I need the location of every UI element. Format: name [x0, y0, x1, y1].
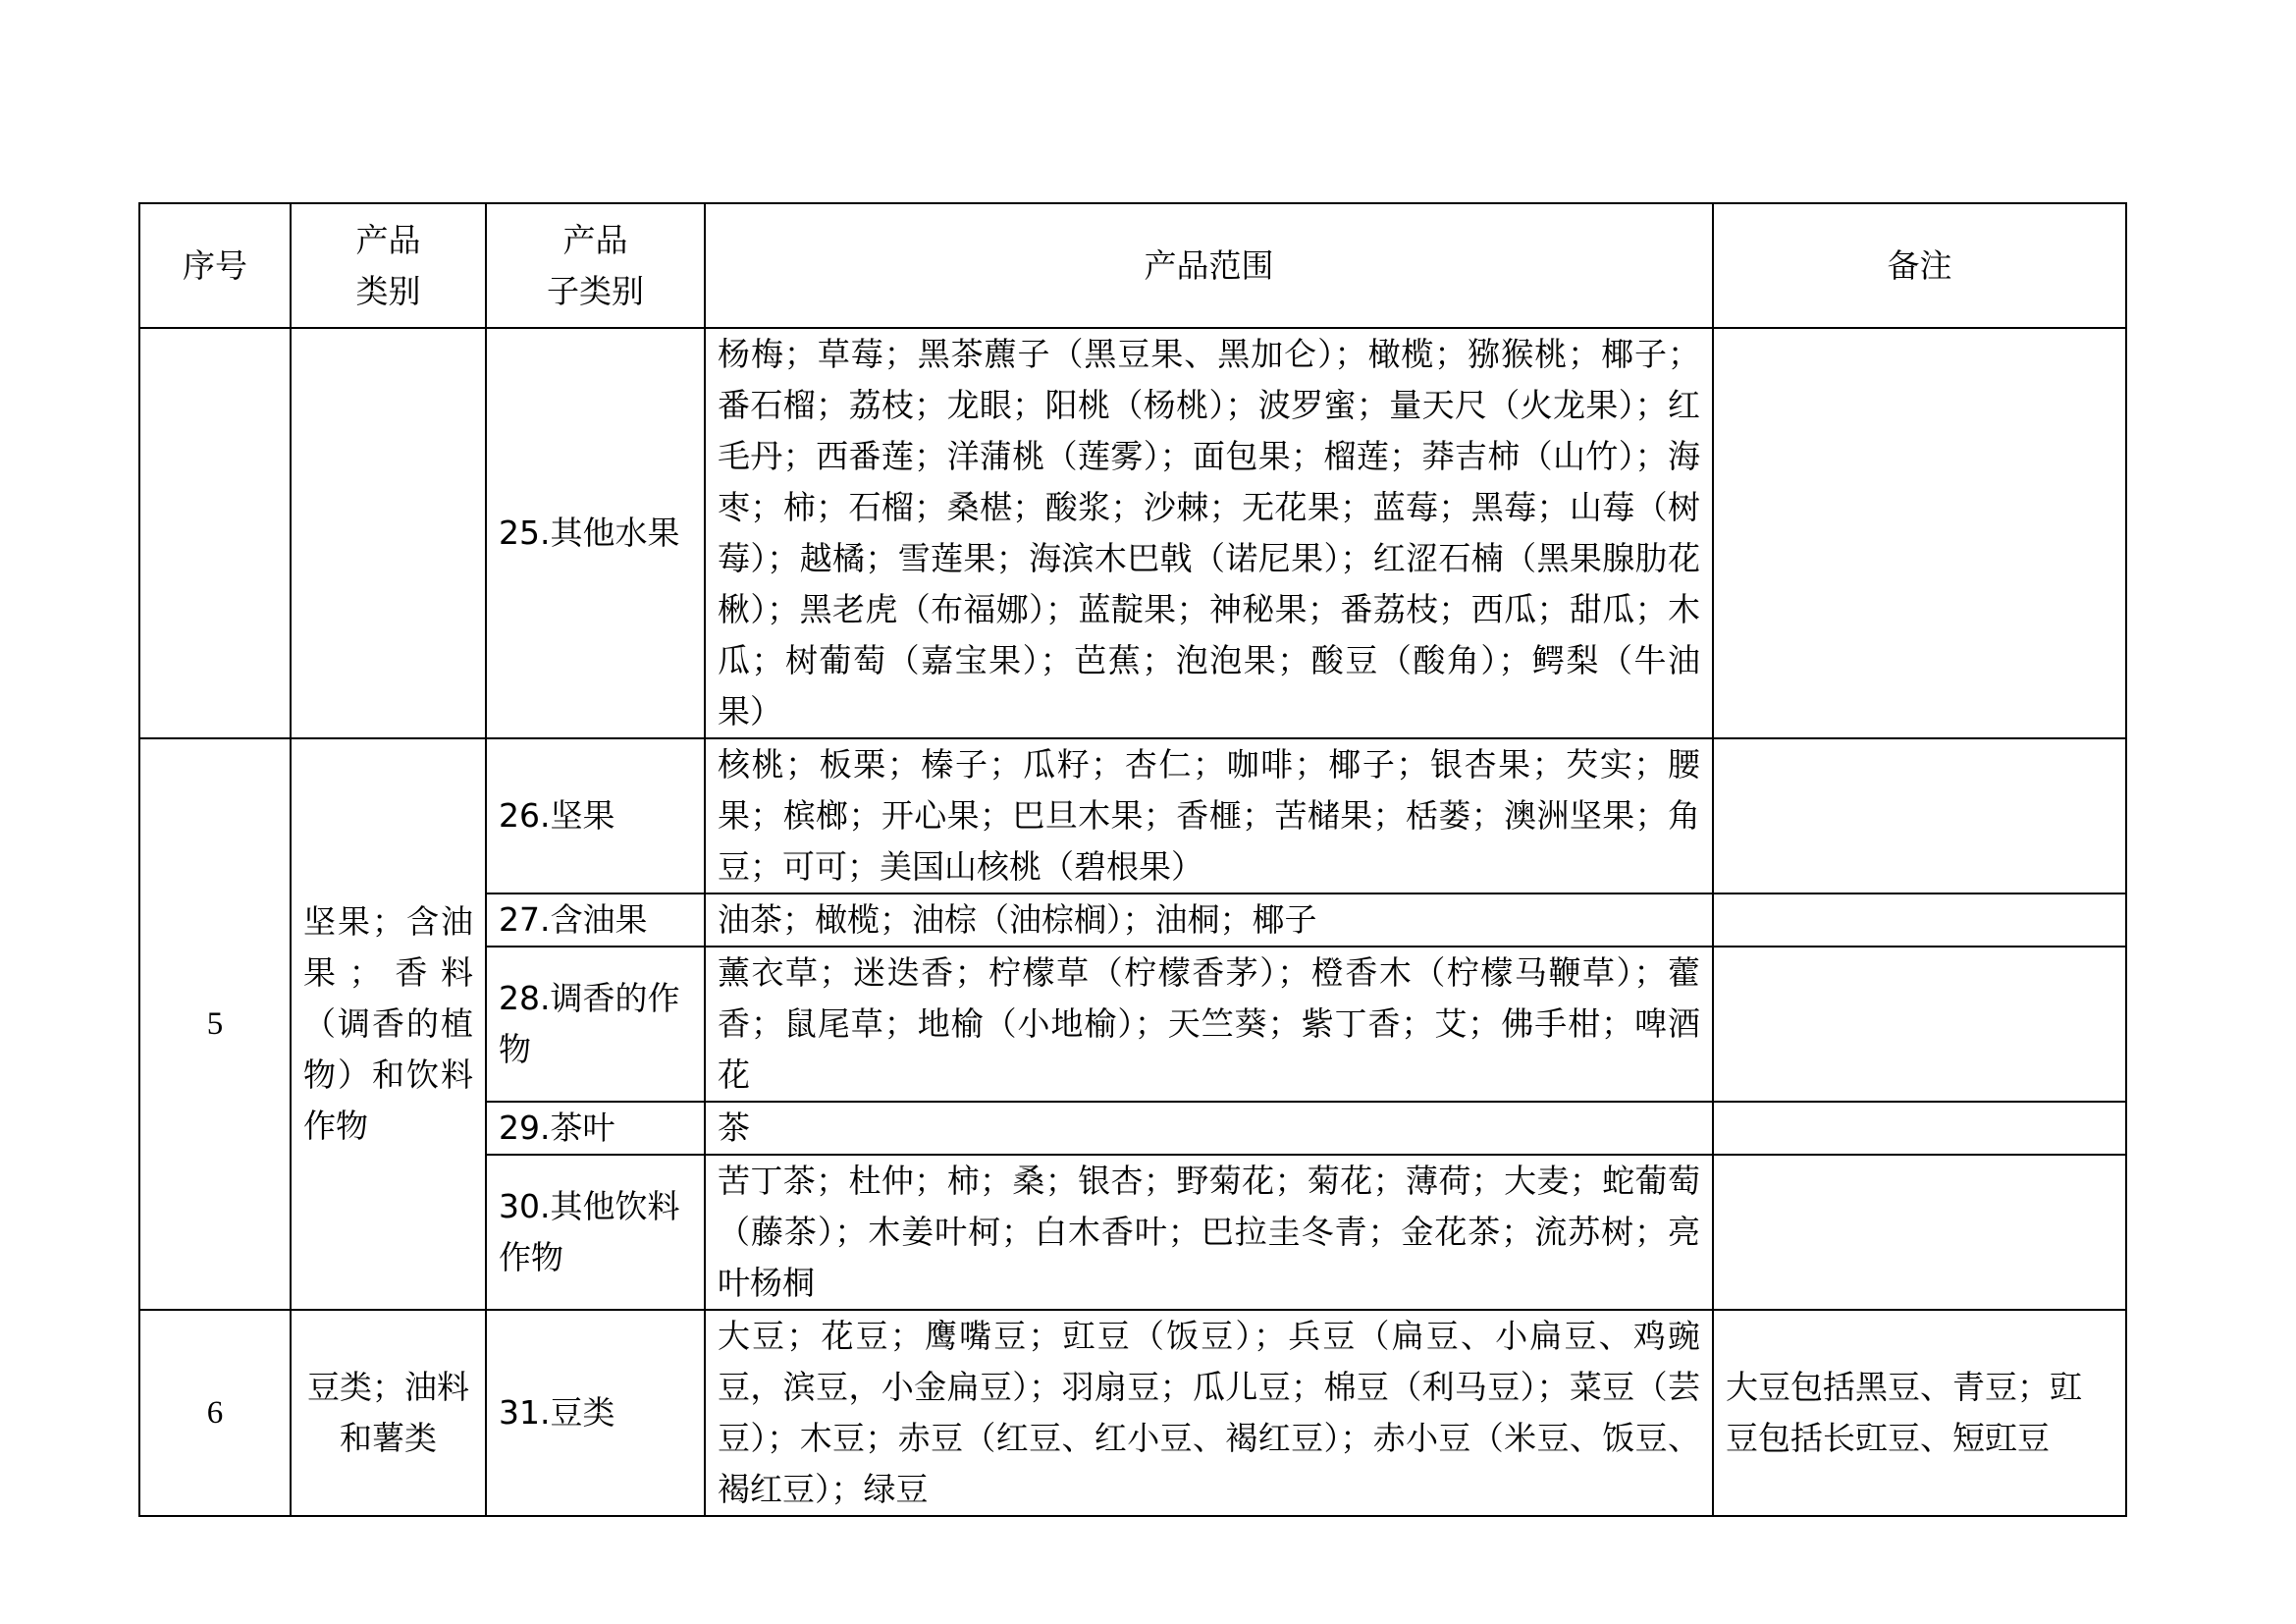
table-row: [139, 1310, 2126, 1516]
header-category-line1: 产品: [355, 220, 421, 259]
seq-cell: 6: [139, 1310, 291, 1516]
seq-cell: 5: [139, 738, 291, 1310]
remark-cell: [1713, 947, 2126, 1102]
header-row: [139, 203, 2126, 328]
subcategory-cell: 25.其他水果: [486, 328, 705, 738]
header-scope: 产品范围: [705, 203, 1713, 328]
header-subcategory: [486, 203, 705, 328]
remark-cell: [1713, 738, 2126, 893]
product-table: [138, 202, 2127, 1517]
header-seq: 序号: [139, 203, 291, 328]
scope-cell: 油茶；橄榄；油棕（油棕榈）；油桐；椰子: [705, 893, 1713, 947]
subcategory-cell: 26.坚果: [486, 738, 705, 893]
remark-cell: [1713, 893, 2126, 947]
seq-cell: [139, 328, 291, 738]
scope-cell: 苦丁茶；杜仲；柿；桑；银杏；野菊花；菊花；薄荷；大麦；蛇葡萄（藤茶）；木姜叶柯；白木香叶；巴拉圭冬青；金花茶；流苏树；亮叶杨桐: [705, 1155, 1713, 1310]
header-remark: 备注: [1713, 203, 2126, 328]
scope-cell: 杨梅；草莓；黑茶藨子（黑豆果、黑加仑）；橄榄；猕猴桃；椰子；番石榴；荔枝；龙眼；阳桃（杨桃）；波罗蜜；量天尺（火龙果）；红毛丹；西番莲；洋蒲桃（莲雾）；面包果；榴莲；莽吉柿（山竹）；海枣；柿；石榴；桑椹；酸浆；沙棘；无花果；蓝莓；黑莓；山莓（树莓）；越橘；雪莲果；海滨木巴戟（诺尼果）；红涩石楠（黑果腺肋花楸）；黑老虎（布福娜）；蓝靛果；神秘果；番荔枝；西瓜；甜瓜；木瓜；树葡萄（嘉宝果）；芭蕉；泡泡果；酸豆（酸角）；鳄梨（牛油果）: [705, 328, 1713, 738]
subcategory-cell: 31.豆类: [486, 1310, 705, 1516]
category-cell: 豆类；油料和薯类: [291, 1310, 486, 1516]
remark-cell: [1713, 1155, 2126, 1310]
scope-cell: 核桃；板栗；榛子；瓜籽；杏仁；咖啡；椰子；银杏果；芡实；腰果；槟榔；开心果；巴旦木果；香榧；苦槠果；栝蒌；澳洲坚果；角豆；可可；美国山核桃（碧根果）: [705, 738, 1713, 893]
subcategory-cell: 29.茶叶: [486, 1102, 705, 1155]
scope-cell: 大豆；花豆；鹰嘴豆；豇豆（饭豆）；兵豆（扁豆、小扁豆、鸡豌豆，滨豆，小金扁豆）；羽扇豆；瓜儿豆；棉豆（利马豆）；菜豆（芸豆）；木豆；赤豆（红豆、红小豆、褐红豆）；赤小豆（米豆、饭豆、褐红豆）；绿豆: [705, 1310, 1713, 1516]
table-row: [139, 328, 2126, 738]
subcategory-cell: 27.含油果: [486, 893, 705, 947]
header-subcategory-line2: 子类别: [547, 271, 644, 310]
remark-cell: [1713, 328, 2126, 738]
subcategory-cell: 28.调香的作物: [486, 947, 705, 1102]
subcategory-cell: 30.其他饮料作物: [486, 1155, 705, 1310]
remark-cell: 大豆包括黑豆、青豆；豇豆包括长豇豆、短豇豆: [1713, 1310, 2126, 1516]
header-category-line2: 类别: [355, 271, 421, 310]
table-row: [139, 738, 2126, 893]
category-cell: [291, 328, 486, 738]
scope-cell: 薰衣草；迷迭香；柠檬草（柠檬香茅）；橙香木（柠檬马鞭草）；藿香；鼠尾草；地榆（小地榆）；天竺葵；紫丁香；艾；佛手柑；啤酒花: [705, 947, 1713, 1102]
category-cell: 坚果；含油果；香料（调香的植物）和饮料作物: [291, 738, 486, 1310]
remark-cell: [1713, 1102, 2126, 1155]
header-subcategory-line1: 产品: [562, 220, 628, 259]
scope-cell: 茶: [705, 1102, 1713, 1155]
header-category: [291, 203, 486, 328]
